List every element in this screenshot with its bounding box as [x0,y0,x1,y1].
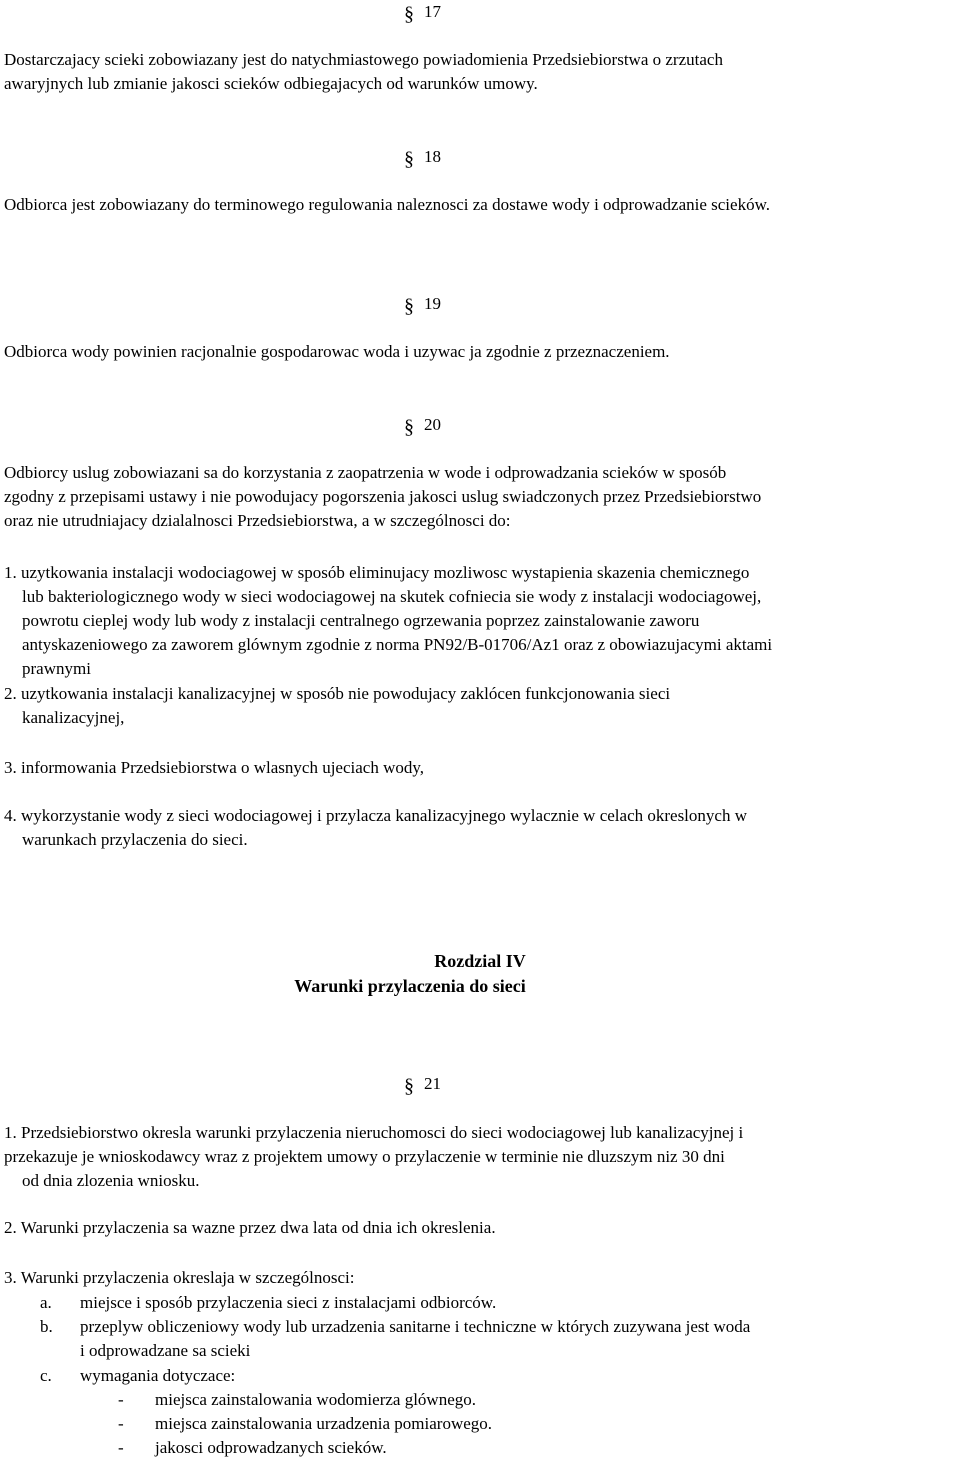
s18-line-1: Odbiorca jest zobowiazany do terminowego regulowania naleznosci za dostawe wody i odprowadzanie scieków. [4,195,770,214]
s20-intro-line-2: zgodny z przepisami ustawy i nie powodujacy pogorszenia jakosci uslug swiadczonych przez Przedsiebiorstwo [4,487,762,506]
sub-item-3: jakosci odprowadzanych scieków. [155,1438,387,1457]
s20-intro-line-1: Odbiorcy uslug zobowiazani sa do korzystania z zaopatrzenia w wode i odprowadzania scieków w sposób [4,463,727,482]
chapter-number: Rozdzial IV [434,951,526,971]
s20-item-4-line-1: 4. wykorzystanie wody z sieci wodociagowej i przylacza kanalizacyjnego wylacznie w celach okreslonych w [4,806,747,825]
section-19-heading [404,292,441,315]
dash-bullet: - [118,1390,124,1409]
section-sign: § [404,148,414,170]
section-number: 17 [424,2,441,21]
sub-item-2: miejsca zainstalowania urzadzenia pomiarowego. [155,1414,493,1433]
list-label-b: b. [40,1317,53,1336]
s21-p1-line-2: przekazuje je wnioskodawcy wraz z projektem umowy o przylaczenie w terminie nie dluzszym niz 30 dni [4,1147,725,1166]
s20-item-1-line-4: antyskazeniowego za zaworem glównym zgodnie z norma PN92/B-01706/Az1 oraz z obowiazujacymi aktami [22,635,773,654]
dash-bullet: - [118,1438,124,1457]
section-18-heading [404,145,441,168]
section-number: 20 [424,415,441,434]
s20-item-1-line-1: 1. uzytkowania instalacji wodociagowej w sposób eliminujacy mozliwosc wystapienia skazenia chemicznego [4,563,750,582]
section-sign: § [404,3,414,25]
s20-item-3: 3. informowania Przedsiebiorstwa o wlasnych ujeciach wody, [4,758,425,777]
s21-p1-line-1: 1. Przedsiebiorstwo okresla warunki przylaczenia nieruchomosci do sieci wodociagowej lub kanalizacyjnej i [4,1123,744,1142]
s20-item-2-line-1: 2. uzytkowania instalacji kanalizacyjnej w sposób nie powodujacy zaklócen funkcjonowania sieci [4,684,671,703]
s20-item-4-line-2: warunkach przylaczenia do sieci. [22,830,248,849]
s17-line-2: awaryjnych lub zmianie jakosci scieków odbiegajacych od warunków umowy. [4,74,538,93]
s19-line-1: Odbiorca wody powinien racjonalnie gospodarowac woda i uzywac ja zgodnie z przeznaczeniem. [4,342,670,361]
list-item-a: miejsce i sposób przylaczenia sieci z instalacjami odbiorców. [80,1293,497,1312]
section-sign: § [404,295,414,317]
section-17-heading [404,0,441,23]
section-number: 19 [424,294,441,313]
s21-p1-line-3: od dnia zlozenia wniosku. [22,1171,200,1190]
list-item-b-line-1: przeplyw obliczeniowy wody lub urzadzenia sanitarne i techniczne w których zuzywana jest woda [80,1317,751,1336]
section-number: 21 [424,1074,441,1093]
list-label-a: a. [40,1293,52,1312]
dash-bullet: - [118,1414,124,1433]
s17-line-1: Dostarczajacy scieki zobowiazany jest do natychmiastowego powiadomienia Przedsiebiorstwa o zrzutach [4,50,723,69]
sub-item-1: miejsca zainstalowania wodomierza glównego. [155,1390,476,1409]
list-label-c: c. [40,1366,52,1385]
s20-intro-line-3: oraz nie utrudniajacy dzialalnosci Przedsiebiorstwa, a w szczególnosci do: [4,511,511,530]
s20-item-1-line-5: prawnymi [22,659,91,678]
section-number: 18 [424,147,441,166]
section-sign: § [404,416,414,438]
section-sign: § [404,1075,414,1097]
section-21-heading [404,1072,441,1095]
chapter-title: Warunki przylaczenia do sieci [294,976,526,996]
section-20-heading [404,413,441,436]
s21-p2: 2. Warunki przylaczenia sa wazne przez dwa lata od dnia ich okreslenia. [4,1218,496,1237]
s20-item-1-line-2: lub bakteriologicznego wody w sieci wodociagowej na skutek cofniecia sie wody z instalacji wodociagowej, [22,587,762,606]
s21-p3: 3. Warunki przylaczenia okreslaja w szczególnosci: [4,1268,355,1287]
s20-item-1-line-3: powrotu cieplej wody lub wody z instalacji centralnego ogrzewania poprzez zainstalowanie zaworu [22,611,700,630]
list-item-c: wymagania dotyczace: [80,1366,236,1385]
s20-item-2-line-2: kanalizacyjnej, [22,708,125,727]
list-item-b-line-2: i odprowadzane sa scieki [80,1341,251,1360]
